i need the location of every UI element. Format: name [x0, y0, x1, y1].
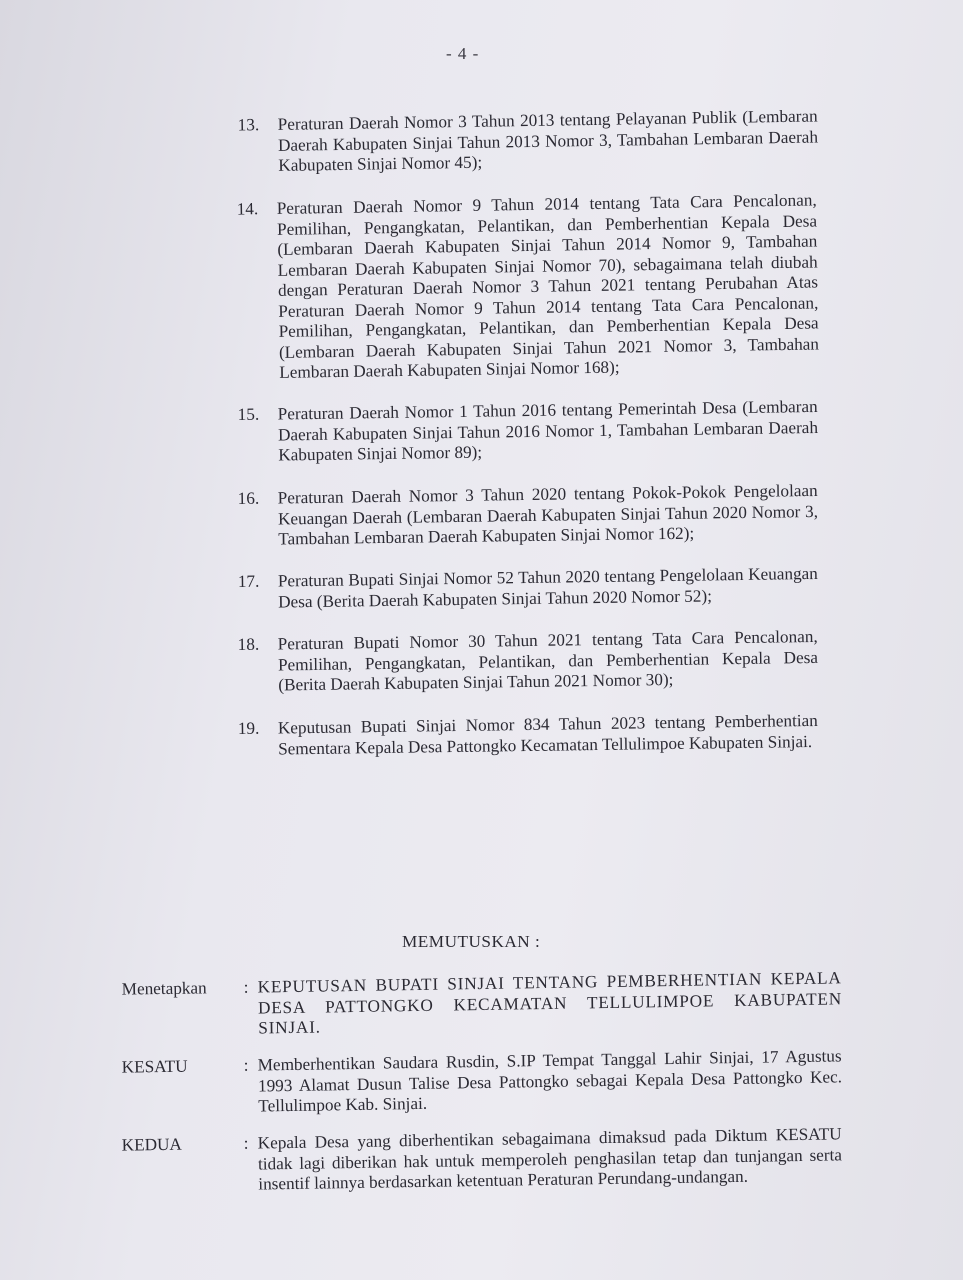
- item-number: 18.: [237, 634, 260, 655]
- clause-menetapkan: [122, 968, 843, 1041]
- clause-label: KESATU: [121, 1056, 188, 1077]
- decision-heading: MEMUTUSKAN :: [402, 932, 541, 951]
- clause-colon: :: [243, 1133, 249, 1153]
- item-number: 13.: [237, 115, 260, 135]
- list-item: [238, 106, 819, 177]
- list-item: [238, 397, 819, 467]
- clause-text: Memberhentikan Saudara Rusdin, S.IP Tempat Tanggal Lahir Sinjai, 17 Agustus 1993 Alamat Dusun Talise Desa Pattongko sebagai Kepala Desa Pattongko Kec. Tellulimpoe Kab. Sinjai.: [257, 1046, 843, 1116]
- list-item: [238, 710, 819, 759]
- list-item: [238, 564, 819, 613]
- item-text: Peraturan Daerah Nomor 9 Tahun 2014 tentang Tata Cara Pencalonan, Pemilihan, Pengangkatan, Pelantikan, dan Pemberhentian Kepala Desa (Lembaran Daerah Kabupaten Sinjai Tahun 2014 Nomor 9, Tambahan Lembaran Daerah Kabupaten Sinjai Nomor 70), sebagaimana telah diubah dengan Peraturan Daerah Nomor 3 Tahun 2021 tentang Perubahan Atas Peraturan Daerah Nomor 9 Tahun 2014 tentang Tata Cara Pencalonan, Pemilihan, Pengangkatan, Pelantikan, dan Pemberhentian Kepala Desa (Lembaran Daerah Kabupaten Sinjai Tahun 2021 Nomor 3, Tambahan Lembaran Daerah Kabupaten Sinjai Nomor 168);: [276, 189, 820, 382]
- list-item: [238, 480, 819, 550]
- clause-label: Menetapkan: [121, 978, 207, 999]
- clause-text: Kepala Desa yang diberhentikan sebagaimana dimaksud pada Diktum KESATU tidak lagi diberikan hak untuk memperoleh penghasilan tetap dan tunjangan serta insentif lainnya berdasarkan ketentuan Peraturan Perundang-undangan.: [257, 1124, 843, 1194]
- legal-basis-list: [236, 106, 820, 778]
- item-text: Peraturan Daerah Nomor 3 Tahun 2013 tentang Pelayanan Publik (Lembaran Daerah Kabupaten Sinjai Tahun 2013 Nomor 3, Tambahan Lembaran Daerah Kabupaten Sinjai Nomor 45);: [277, 106, 819, 175]
- item-text: Peraturan Bupati Sinjai Nomor 52 Tahun 2020 tentang Pengelolaan Keuangan Desa (Berita Daerah Kabupaten Sinjai Tahun 2020 Nomor 52);: [277, 563, 818, 611]
- item-text: Peraturan Bupati Nomor 30 Tahun 2021 tentang Tata Cara Pencalonan, Pemilihan, Pengangkatan, Pelantikan, dan Pemberhentian Kepala Desa (Berita Daerah Kabupaten Sinjai Tahun 2021 Nomor 30);: [277, 626, 819, 695]
- list-item: [238, 627, 819, 697]
- clause-colon: :: [243, 977, 249, 997]
- clause-kedua: [122, 1124, 843, 1197]
- clause-colon: :: [243, 1055, 249, 1075]
- item-number: 16.: [237, 488, 260, 508]
- list-item: [237, 190, 820, 384]
- item-number: 14.: [236, 198, 259, 219]
- item-text: Peraturan Daerah Nomor 3 Tahun 2020 tentang Pokok-Pokok Pengelolaan Keuangan Daerah (Lembaran Daerah Kabupaten Sinjai Tahun 2020 Nomor 3, Tambahan Lembaran Daerah Kabupaten Sinjai Nomor 162);: [277, 480, 819, 548]
- clause-text: KEPUTUSAN BUPATI SINJAI TENTANG PEMBERHENTIAN KEPALA DESA PATTONGKO KECAMATAN TELLULIMPOE KABUPATEN SINJAI.: [257, 968, 843, 1038]
- clause-kesatu: [122, 1046, 843, 1119]
- item-number: 15.: [237, 404, 260, 425]
- clause-label: KEDUA: [121, 1134, 183, 1155]
- item-number: 19.: [237, 718, 260, 738]
- page-number: - 4 -: [446, 44, 480, 63]
- item-text: Keputusan Bupati Sinjai Nomor 834 Tahun 2023 tentang Pemberhentian Sementara Kepala Desa Pattongko Kecamatan Tellulimpoe Kabupaten Sinjai.: [277, 710, 818, 758]
- item-text: Peraturan Daerah Nomor 1 Tahun 2016 tentang Pemerintah Desa (Lembaran Daerah Kabupaten Sinjai Tahun 2016 Nomor 1, Tambahan Lembaran Daerah Kabupaten Sinjai Nomor 89);: [277, 396, 819, 465]
- item-number: 17.: [237, 571, 260, 592]
